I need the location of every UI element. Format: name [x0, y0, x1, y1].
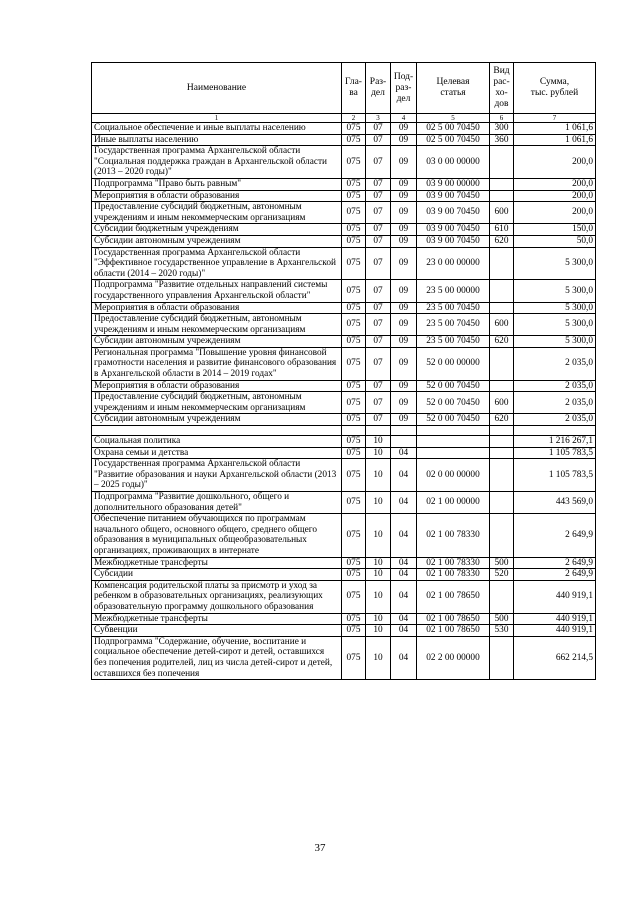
row-section: 10: [366, 514, 391, 557]
table-row: [92, 580, 596, 613]
row-subsection: 04: [391, 514, 417, 557]
row-section: 10: [366, 569, 391, 581]
row-name: Социальное обеспечение и иные выплаты населению: [92, 123, 342, 135]
column-number: 7: [514, 114, 596, 123]
row-chapter: 075: [342, 247, 366, 280]
row-amount: 5 300,0: [514, 302, 596, 314]
row-chapter: 075: [342, 459, 366, 492]
row-expense-type: 530: [490, 625, 514, 637]
row-name: Подпрограмма "Содержание, обучение, воспитание и социальное обеспечение детей-сирот и детей, оставшихся без попечения родителей, лиц из числа детей-сирот и детей, оставшихся без попечения: [92, 636, 342, 679]
row-name: Субсидии бюджетным учреждениям: [92, 224, 342, 236]
row-expense-type: [490, 514, 514, 557]
row-expense-type: [490, 302, 514, 314]
row-amount: 1 061,6: [514, 123, 596, 135]
row-expense-type: 360: [490, 134, 514, 146]
row-name: Подпрограмма "Право быть равным": [92, 178, 342, 190]
row-name: Иные выплаты населению: [92, 134, 342, 146]
row-expense-type: [490, 636, 514, 679]
row-target: 23 5 00 70450: [417, 314, 490, 336]
row-chapter: 075: [342, 380, 366, 392]
row-target: 02 1 00 78330: [417, 569, 490, 581]
row-amount: 662 214,5: [514, 636, 596, 679]
row-amount: 200,0: [514, 178, 596, 190]
row-chapter: 075: [342, 492, 366, 514]
row-name: Субсидии автономным учреждениям: [92, 336, 342, 348]
row-subsection: 09: [391, 347, 417, 380]
table-row: [92, 459, 596, 492]
row-section: 07: [366, 134, 391, 146]
budget-table: [91, 62, 596, 680]
row-amount: 1 105 783,5: [514, 447, 596, 459]
row-section: 07: [366, 146, 391, 179]
column-number: 4: [391, 114, 417, 123]
row-target: [417, 436, 490, 448]
row-section: 07: [366, 123, 391, 135]
row-target: 02 1 00 78650: [417, 613, 490, 625]
row-name: Региональная программа "Повышение уровня финансовой грамотности населения и развитие финансового образования в Архангельской области в 2014 – 2019 годах": [92, 347, 342, 380]
row-chapter: 075: [342, 447, 366, 459]
row-name: Государственная программа Архангельской области "Социальная поддержка граждан в Архангельской области (2013 – 2020 годы)": [92, 146, 342, 179]
row-chapter: 075: [342, 134, 366, 146]
row-subsection: [391, 426, 417, 436]
header-section: Раз- дел: [366, 63, 391, 114]
row-subsection: 04: [391, 447, 417, 459]
row-amount: 200,0: [514, 190, 596, 202]
row-amount: 5 300,0: [514, 314, 596, 336]
row-name: Социальная политика: [92, 436, 342, 448]
row-subsection: 09: [391, 314, 417, 336]
row-name: Государственная программа Архангельской области "Развитие образования и науки Архангельской области (2013 – 2025 годы)": [92, 459, 342, 492]
row-subsection: 09: [391, 202, 417, 224]
row-expense-type: [490, 247, 514, 280]
row-subsection: 09: [391, 178, 417, 190]
row-target: 03 0 00 00000: [417, 146, 490, 179]
row-expense-type: 600: [490, 202, 514, 224]
row-amount: 5 300,0: [514, 247, 596, 280]
row-amount: 1 061,6: [514, 134, 596, 146]
table-row: [92, 636, 596, 679]
row-target: 23 5 00 00000: [417, 280, 490, 302]
row-expense-type: 500: [490, 613, 514, 625]
row-amount: 1 216 267,1: [514, 436, 596, 448]
table-row: [92, 314, 596, 336]
row-name: [92, 426, 342, 436]
row-subsection: 04: [391, 557, 417, 569]
row-chapter: 075: [342, 436, 366, 448]
row-subsection: 09: [391, 134, 417, 146]
table-row: [92, 336, 596, 348]
row-name: Подпрограмма "Развитие отдельных направлений системы государственного управления Архангельской области": [92, 280, 342, 302]
row-chapter: 075: [342, 625, 366, 637]
row-expense-type: [490, 447, 514, 459]
table-row: [92, 426, 596, 436]
row-expense-type: [490, 146, 514, 179]
row-expense-type: [490, 436, 514, 448]
row-section: 07: [366, 202, 391, 224]
row-subsection: 09: [391, 235, 417, 247]
column-number: 3: [366, 114, 391, 123]
table-row: [92, 347, 596, 380]
row-chapter: 075: [342, 613, 366, 625]
row-subsection: 09: [391, 247, 417, 280]
row-expense-type: [490, 426, 514, 436]
row-amount: 2 649,9: [514, 557, 596, 569]
row-chapter: 075: [342, 392, 366, 414]
table-row: [92, 380, 596, 392]
row-name: Межбюджетные трансферты: [92, 613, 342, 625]
row-expense-type: 600: [490, 314, 514, 336]
row-target: 03 9 00 70450: [417, 202, 490, 224]
row-chapter: 075: [342, 336, 366, 348]
row-section: [366, 426, 391, 436]
row-section: 07: [366, 380, 391, 392]
row-section: 10: [366, 447, 391, 459]
row-target: 03 9 00 70450: [417, 224, 490, 236]
row-chapter: 075: [342, 190, 366, 202]
row-subsection: 04: [391, 625, 417, 637]
row-target: [417, 426, 490, 436]
row-chapter: 075: [342, 557, 366, 569]
table-row: [92, 492, 596, 514]
row-section: 07: [366, 314, 391, 336]
row-section: 07: [366, 336, 391, 348]
row-name: Субсидии: [92, 569, 342, 581]
table-row: [92, 392, 596, 414]
table-row: [92, 436, 596, 448]
row-target: 02 5 00 70450: [417, 134, 490, 146]
column-number: 5: [417, 114, 490, 123]
row-section: 10: [366, 636, 391, 679]
table-row: [92, 247, 596, 280]
row-section: 07: [366, 392, 391, 414]
row-name: Подпрограмма "Развитие дошкольного, общего и дополнительного образования детей": [92, 492, 342, 514]
column-number: 1: [92, 114, 342, 123]
row-target: 02 1 00 78330: [417, 514, 490, 557]
row-name: Предоставление субсидий бюджетным, автономным учреждениям и иным некоммерческим организациям: [92, 392, 342, 414]
row-expense-type: [490, 492, 514, 514]
row-subsection: 09: [391, 123, 417, 135]
row-target: 52 0 00 70450: [417, 414, 490, 426]
row-name: Предоставление субсидий бюджетным, автономным учреждениям и иным некоммерческим организациям: [92, 202, 342, 224]
row-chapter: 075: [342, 302, 366, 314]
row-subsection: 09: [391, 392, 417, 414]
row-target: 02 0 00 00000: [417, 459, 490, 492]
row-expense-type: [490, 280, 514, 302]
row-name: Субсидии автономным учреждениям: [92, 414, 342, 426]
row-chapter: 075: [342, 414, 366, 426]
row-subsection: 09: [391, 280, 417, 302]
row-amount: 200,0: [514, 202, 596, 224]
row-chapter: 075: [342, 235, 366, 247]
row-expense-type: 500: [490, 557, 514, 569]
row-target: [417, 447, 490, 459]
row-chapter: 075: [342, 569, 366, 581]
row-subsection: 09: [391, 190, 417, 202]
row-section: 10: [366, 580, 391, 613]
table-row: [92, 557, 596, 569]
row-amount: 2 649,9: [514, 514, 596, 557]
table-row: [92, 613, 596, 625]
row-subsection: [391, 436, 417, 448]
row-target: 02 1 00 78650: [417, 625, 490, 637]
row-target: 23 5 00 70450: [417, 336, 490, 348]
header-row: [92, 63, 596, 114]
row-section: 07: [366, 224, 391, 236]
table-row: [92, 514, 596, 557]
row-amount: 150,0: [514, 224, 596, 236]
row-expense-type: 620: [490, 414, 514, 426]
row-name: Компенсация родительской платы за присмотр и уход за ребенком в образовательных организациях, реализующих образовательную программу дошкольного образования: [92, 580, 342, 613]
row-name: Мероприятия в области образования: [92, 380, 342, 392]
row-target: 03 9 00 00000: [417, 178, 490, 190]
row-subsection: 09: [391, 146, 417, 179]
table-row: [92, 302, 596, 314]
table-row: [92, 123, 596, 135]
row-subsection: 09: [391, 380, 417, 392]
row-subsection: 04: [391, 580, 417, 613]
header-chapter: Гла- ва: [342, 63, 366, 114]
row-amount: 440 919,1: [514, 625, 596, 637]
row-target: 52 0 00 00000: [417, 347, 490, 380]
table-row: [92, 146, 596, 179]
row-section: 07: [366, 247, 391, 280]
table-row: [92, 134, 596, 146]
row-section: 07: [366, 280, 391, 302]
row-expense-type: [490, 580, 514, 613]
row-section: 10: [366, 613, 391, 625]
row-expense-type: 300: [490, 123, 514, 135]
row-amount: 1 105 783,5: [514, 459, 596, 492]
column-number: 6: [490, 114, 514, 123]
row-amount: 5 300,0: [514, 336, 596, 348]
header-target: Целевая статья: [417, 63, 490, 114]
row-expense-type: [490, 459, 514, 492]
table-row: [92, 190, 596, 202]
table-row: [92, 414, 596, 426]
row-section: 10: [366, 625, 391, 637]
row-name: Межбюджетные трансферты: [92, 557, 342, 569]
row-section: 07: [366, 190, 391, 202]
row-section: 10: [366, 492, 391, 514]
row-expense-type: 610: [490, 224, 514, 236]
table-row: [92, 280, 596, 302]
row-section: 07: [366, 178, 391, 190]
row-expense-type: 600: [490, 392, 514, 414]
row-target: 52 0 00 70450: [417, 380, 490, 392]
row-chapter: 075: [342, 178, 366, 190]
row-section: 07: [366, 347, 391, 380]
row-section: 07: [366, 414, 391, 426]
row-amount: 2 035,0: [514, 392, 596, 414]
row-chapter: 075: [342, 280, 366, 302]
row-section: 10: [366, 436, 391, 448]
row-target: 02 1 00 78650: [417, 580, 490, 613]
row-chapter: [342, 426, 366, 436]
row-chapter: 075: [342, 580, 366, 613]
row-amount: 5 300,0: [514, 280, 596, 302]
row-chapter: 075: [342, 202, 366, 224]
row-chapter: 075: [342, 347, 366, 380]
row-chapter: 075: [342, 514, 366, 557]
row-name: Субвенции: [92, 625, 342, 637]
row-expense-type: 620: [490, 235, 514, 247]
row-target: 02 2 00 00000: [417, 636, 490, 679]
row-section: 07: [366, 235, 391, 247]
header-expense-type: Вид рас- хо- дов: [490, 63, 514, 114]
row-target: 03 9 00 70450: [417, 235, 490, 247]
row-subsection: 04: [391, 636, 417, 679]
page-number: 37: [314, 842, 326, 854]
row-section: 10: [366, 459, 391, 492]
row-amount: 2 649,9: [514, 569, 596, 581]
row-amount: 440 919,1: [514, 613, 596, 625]
table-row: [92, 224, 596, 236]
row-target: 23 5 00 70450: [417, 302, 490, 314]
row-subsection: 09: [391, 414, 417, 426]
row-subsection: 09: [391, 224, 417, 236]
row-chapter: 075: [342, 636, 366, 679]
row-amount: 50,0: [514, 235, 596, 247]
row-section: 10: [366, 557, 391, 569]
row-amount: 2 035,0: [514, 414, 596, 426]
row-name: Государственная программа Архангельской области "Эффективное государственное управление в Архангельской области (2014 – 2020 годы)": [92, 247, 342, 280]
row-amount: 200,0: [514, 146, 596, 179]
row-expense-type: [490, 190, 514, 202]
row-subsection: 09: [391, 302, 417, 314]
table-row: [92, 178, 596, 190]
row-amount: 2 035,0: [514, 347, 596, 380]
table-body: [92, 123, 596, 680]
row-target: 23 0 00 00000: [417, 247, 490, 280]
row-amount: 2 035,0: [514, 380, 596, 392]
row-chapter: 075: [342, 314, 366, 336]
row-subsection: 09: [391, 336, 417, 348]
row-target: 03 9 00 70450: [417, 190, 490, 202]
table-row: [92, 447, 596, 459]
table-row: [92, 202, 596, 224]
row-name: Мероприятия в области образования: [92, 302, 342, 314]
row-expense-type: [490, 178, 514, 190]
table-row: [92, 625, 596, 637]
row-subsection: 04: [391, 613, 417, 625]
column-number: 2: [342, 114, 366, 123]
row-amount: 443 569,0: [514, 492, 596, 514]
row-target: 52 0 00 70450: [417, 392, 490, 414]
row-name: Охрана семьи и детства: [92, 447, 342, 459]
table-row: [92, 569, 596, 581]
row-subsection: 04: [391, 492, 417, 514]
row-chapter: 075: [342, 146, 366, 179]
row-target: 02 1 00 78330: [417, 557, 490, 569]
row-section: 07: [366, 302, 391, 314]
row-amount: [514, 426, 596, 436]
header-amount: Сумма, тыс. рублей: [514, 63, 596, 114]
header-name: Наименование: [92, 63, 342, 114]
row-name: Мероприятия в области образования: [92, 190, 342, 202]
table-row: [92, 235, 596, 247]
row-amount: 440 919,1: [514, 580, 596, 613]
row-expense-type: 520: [490, 569, 514, 581]
row-subsection: 04: [391, 459, 417, 492]
row-name: Предоставление субсидий бюджетным, автономным учреждениям и иным некоммерческим организациям: [92, 314, 342, 336]
column-number-row: [92, 114, 596, 123]
row-expense-type: [490, 347, 514, 380]
row-target: 02 1 00 00000: [417, 492, 490, 514]
row-name: Субсидии автономным учреждениям: [92, 235, 342, 247]
row-name: Обеспечение питанием обучающихся по программам начального общего, основного общего, среднего общего образования в муниципальных общеобразовательных организациях, проживающих в интернате: [92, 514, 342, 557]
row-chapter: 075: [342, 123, 366, 135]
header-subsection: Под- раз- дел: [391, 63, 417, 114]
row-target: 02 5 00 70450: [417, 123, 490, 135]
row-expense-type: 620: [490, 336, 514, 348]
row-expense-type: [490, 380, 514, 392]
table-header: [92, 63, 596, 123]
row-subsection: 04: [391, 569, 417, 581]
row-chapter: 075: [342, 224, 366, 236]
